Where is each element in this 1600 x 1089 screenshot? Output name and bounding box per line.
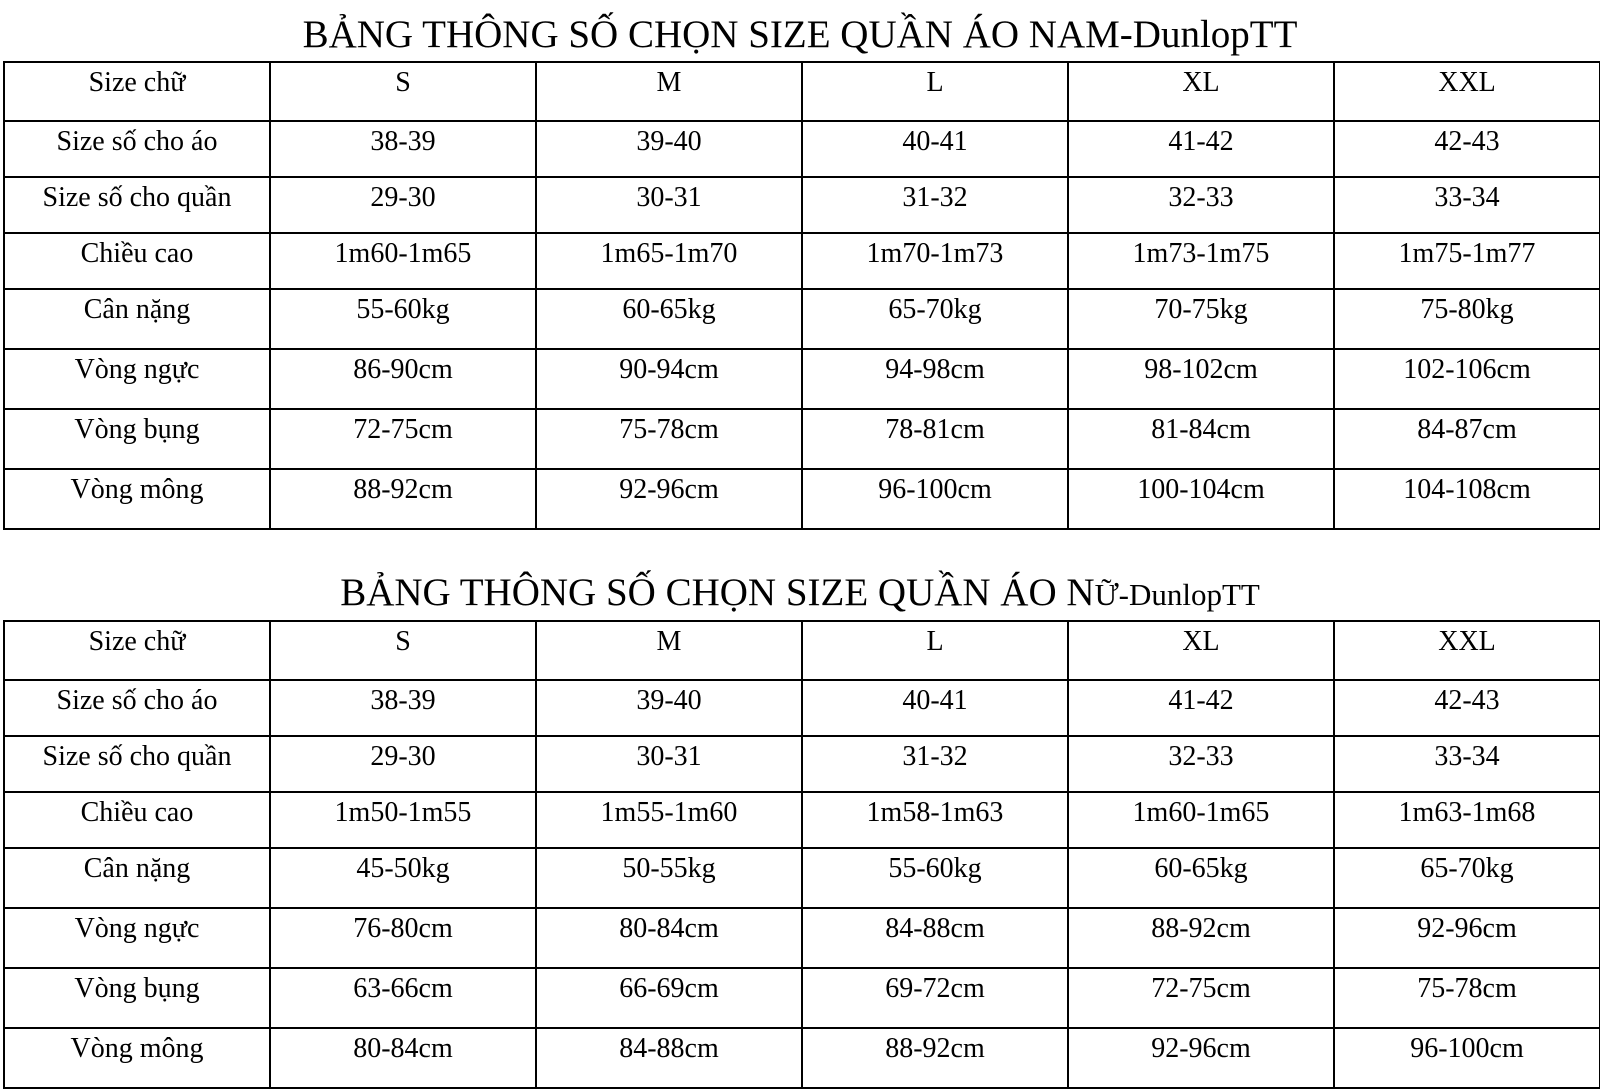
table-row (4, 349, 1600, 409)
table-cell: 90-94cm (536, 349, 802, 409)
table-cell: 69-72cm (802, 968, 1068, 1028)
row-label: Size số cho áo (4, 121, 270, 177)
table-cell: 88-92cm (270, 469, 536, 529)
table-cell: XL (1068, 62, 1334, 121)
table-row (4, 289, 1600, 349)
table-cell: M (536, 621, 802, 680)
table-cell: 84-88cm (802, 908, 1068, 968)
table-cell: 88-92cm (1068, 908, 1334, 968)
table-cell: 33-34 (1334, 736, 1600, 792)
table-cell: 75-80kg (1334, 289, 1600, 349)
table-cell: 63-66cm (270, 968, 536, 1028)
table-cell: 102-106cm (1334, 349, 1600, 409)
women-title-suffix: Ữ-DunlopTT (1094, 577, 1260, 612)
table-cell: 1m60-1m65 (270, 233, 536, 289)
table-cell: 60-65kg (536, 289, 802, 349)
table-cell: 92-96cm (536, 469, 802, 529)
table-cell: 30-31 (536, 736, 802, 792)
table-cell: 65-70kg (1334, 848, 1600, 908)
row-label: Size số cho quần (4, 736, 270, 792)
table-cell: 75-78cm (536, 409, 802, 469)
table-row (4, 233, 1600, 289)
table-cell: L (802, 621, 1068, 680)
table-cell: 45-50kg (270, 848, 536, 908)
table-row (4, 968, 1600, 1028)
table-cell: 40-41 (802, 121, 1068, 177)
table-cell: 39-40 (536, 680, 802, 736)
women-size-chart-title (0, 571, 1600, 617)
table-cell: 1m75-1m77 (1334, 233, 1600, 289)
table-cell: 55-60kg (802, 848, 1068, 908)
table-cell: 86-90cm (270, 349, 536, 409)
table-cell: 1m70-1m73 (802, 233, 1068, 289)
row-label: Chiều cao (4, 792, 270, 848)
row-label: Vòng mông (4, 1028, 270, 1088)
table-cell: 75-78cm (1334, 968, 1600, 1028)
table-cell: 29-30 (270, 177, 536, 233)
table-cell: 39-40 (536, 121, 802, 177)
table-cell: 65-70kg (802, 289, 1068, 349)
table-cell: 41-42 (1068, 680, 1334, 736)
table-row (4, 680, 1600, 736)
table-cell: 1m58-1m63 (802, 792, 1068, 848)
table-row (4, 1028, 1600, 1088)
table-cell: 38-39 (270, 121, 536, 177)
table-cell: L (802, 62, 1068, 121)
table-cell: 92-96cm (1334, 908, 1600, 968)
table-cell: 42-43 (1334, 680, 1600, 736)
row-label: Vòng ngực (4, 908, 270, 968)
table-row (4, 177, 1600, 233)
table-row (4, 621, 1600, 680)
table-cell: 30-31 (536, 177, 802, 233)
table-cell: 66-69cm (536, 968, 802, 1028)
table-cell: 32-33 (1068, 736, 1334, 792)
table-cell: 55-60kg (270, 289, 536, 349)
women-title-text: BẢNG THÔNG SỐ CHỌN SIZE QUẦN ÁO N (340, 571, 1095, 614)
table-cell: 84-87cm (1334, 409, 1600, 469)
table-cell: 76-80cm (270, 908, 536, 968)
table-cell: XXL (1334, 62, 1600, 121)
row-label: Vòng bụng (4, 409, 270, 469)
table-cell: 100-104cm (1068, 469, 1334, 529)
row-label: Cân nặng (4, 848, 270, 908)
table-cell: 96-100cm (802, 469, 1068, 529)
table-row (4, 792, 1600, 848)
table-cell: 42-43 (1334, 121, 1600, 177)
row-label: Vòng ngực (4, 349, 270, 409)
row-label: Size số cho quần (4, 177, 270, 233)
table-row (4, 848, 1600, 908)
table-cell: 1m60-1m65 (1068, 792, 1334, 848)
men-size-table (3, 61, 1600, 530)
table-cell: 81-84cm (1068, 409, 1334, 469)
table-cell: 31-32 (802, 177, 1068, 233)
table-cell: 80-84cm (536, 908, 802, 968)
table-cell: 60-65kg (1068, 848, 1334, 908)
table-cell: 92-96cm (1068, 1028, 1334, 1088)
table-row (4, 908, 1600, 968)
table-cell: 70-75kg (1068, 289, 1334, 349)
table-row (4, 409, 1600, 469)
men-size-chart-title (0, 13, 1600, 57)
table-cell: 1m65-1m70 (536, 233, 802, 289)
table-cell: 1m50-1m55 (270, 792, 536, 848)
men-title-text: BẢNG THÔNG SỐ CHỌN SIZE QUẦN ÁO NAM-DunlopTT (302, 13, 1298, 56)
table-cell: 32-33 (1068, 177, 1334, 233)
table-cell: M (536, 62, 802, 121)
table-cell: 98-102cm (1068, 349, 1334, 409)
row-label: Chiều cao (4, 233, 270, 289)
table-cell: S (270, 621, 536, 680)
row-label: Size số cho áo (4, 680, 270, 736)
table-cell: 1m63-1m68 (1334, 792, 1600, 848)
table-cell: 104-108cm (1334, 469, 1600, 529)
table-cell: 1m73-1m75 (1068, 233, 1334, 289)
table-row (4, 62, 1600, 121)
table-cell: 38-39 (270, 680, 536, 736)
table-cell: 33-34 (1334, 177, 1600, 233)
table-cell: 40-41 (802, 680, 1068, 736)
table-cell: XXL (1334, 621, 1600, 680)
row-label: Vòng mông (4, 469, 270, 529)
table-cell: 80-84cm (270, 1028, 536, 1088)
table-cell: 31-32 (802, 736, 1068, 792)
row-label: Size chữ (4, 621, 270, 680)
table-cell: XL (1068, 621, 1334, 680)
table-cell: 84-88cm (536, 1028, 802, 1088)
men-table-body (4, 62, 1600, 529)
row-label: Size chữ (4, 62, 270, 121)
table-row (4, 736, 1600, 792)
table-cell: 41-42 (1068, 121, 1334, 177)
table-cell: 72-75cm (270, 409, 536, 469)
table-row (4, 469, 1600, 529)
row-label: Cân nặng (4, 289, 270, 349)
table-cell: 29-30 (270, 736, 536, 792)
table-cell: 96-100cm (1334, 1028, 1600, 1088)
women-table-body (4, 621, 1600, 1088)
table-cell: 1m55-1m60 (536, 792, 802, 848)
table-cell: 50-55kg (536, 848, 802, 908)
women-size-table (3, 620, 1600, 1089)
table-cell: 72-75cm (1068, 968, 1334, 1028)
table-cell: 88-92cm (802, 1028, 1068, 1088)
table-cell: 94-98cm (802, 349, 1068, 409)
table-row (4, 121, 1600, 177)
row-label: Vòng bụng (4, 968, 270, 1028)
table-cell: S (270, 62, 536, 121)
table-cell: 78-81cm (802, 409, 1068, 469)
